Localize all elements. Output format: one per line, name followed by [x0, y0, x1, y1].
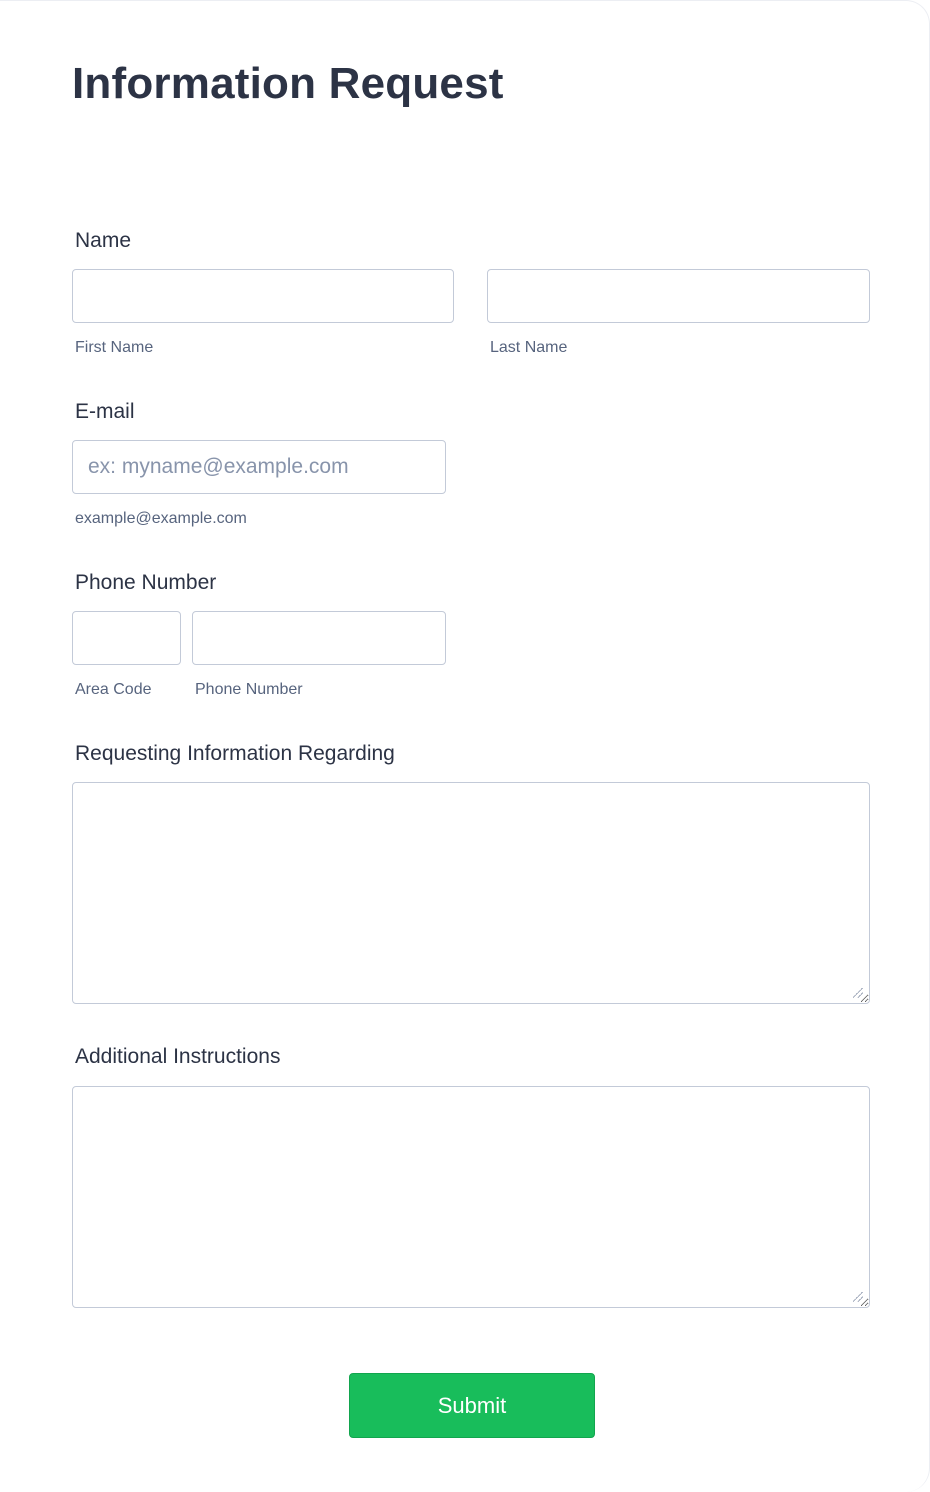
phone-label: Phone Number	[75, 571, 217, 594]
phone-number-input[interactable]	[192, 611, 446, 665]
resize-handle-icon[interactable]	[853, 988, 863, 998]
requesting-info-label: Requesting Information Regarding	[75, 742, 395, 765]
area-code-sublabel: Area Code	[75, 681, 152, 698]
email-label: E-mail	[75, 400, 135, 423]
requesting-info-textarea[interactable]	[72, 782, 870, 1004]
email-sublabel: example@example.com	[75, 510, 247, 527]
page-title: Information Request	[72, 59, 504, 108]
last-name-input[interactable]	[487, 269, 870, 323]
phone-number-sublabel: Phone Number	[195, 681, 303, 698]
first-name-sublabel: First Name	[75, 339, 154, 356]
last-name-sublabel: Last Name	[490, 339, 568, 356]
resize-handle-icon[interactable]	[853, 1292, 863, 1302]
additional-instructions-label: Additional Instructions	[75, 1045, 281, 1068]
submit-button[interactable]: Submit	[349, 1373, 595, 1438]
additional-instructions-textarea[interactable]	[72, 1086, 870, 1308]
area-code-input[interactable]	[72, 611, 181, 665]
email-field[interactable]	[72, 440, 446, 494]
name-label: Name	[75, 229, 132, 252]
first-name-input[interactable]	[72, 269, 454, 323]
